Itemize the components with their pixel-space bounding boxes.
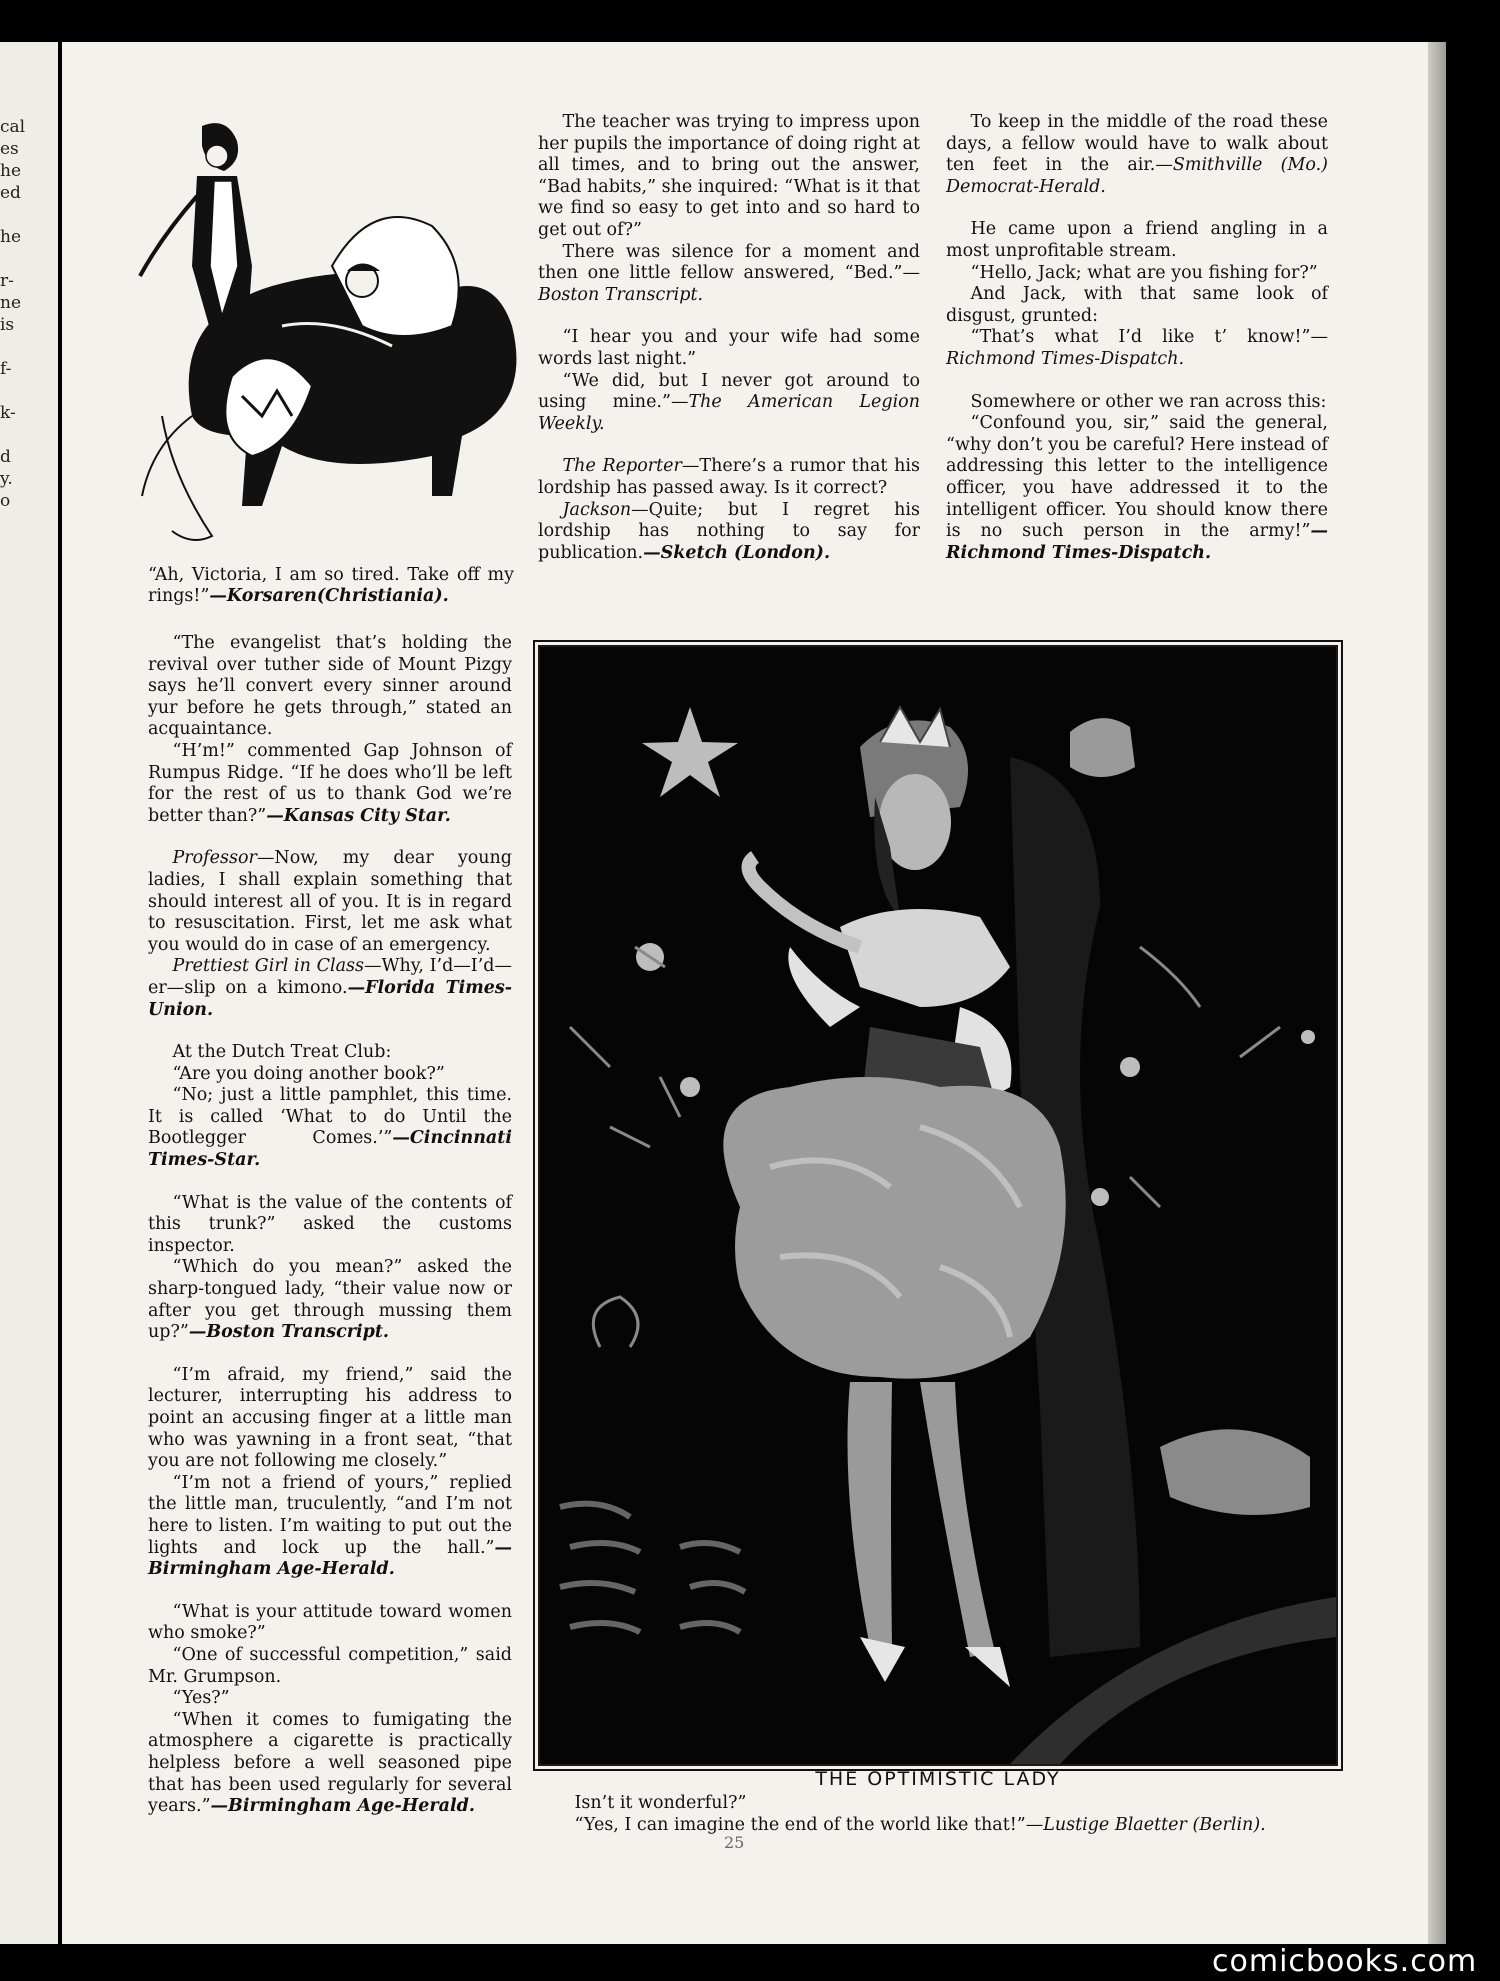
joke-text: “Confound you, sir,” said the general, “why don’t you be careful? Here instead of addressing this letter to the intelligence officer, you have addressed it to the intelligent officer. You should know there is no such person in the army!” <box>946 413 1328 542</box>
edge-fragment: o <box>0 491 11 511</box>
joke-paragraph <box>148 1193 512 1258</box>
joke-source: —Richmond Times-Dispatch. <box>946 521 1328 563</box>
joke-paragraph <box>946 392 1328 414</box>
joke-text: Somewhere or other we ran across this: <box>970 391 1327 412</box>
optimistic-lady-illustration <box>538 645 1338 1766</box>
edge-fragment: ed <box>0 183 21 203</box>
joke-paragraph <box>148 1257 512 1343</box>
previous-page-edge <box>0 42 58 1944</box>
joke-text: “I’m not a friend of yours,” replied the little man, truculently, “and I’m not here to listen. I’m waiting to put out the lights and lock up the hall.” <box>148 1472 512 1558</box>
joke-source: —Birmingham Age-Herald. <box>210 1796 475 1817</box>
joke-text: The teacher was trying to impress upon her pupils the importance of doing right at all times, and to bring out the answer, “Bad habits,” she inquired: “What is it that we find so easy to get into and so hard to get out of?” <box>538 112 920 240</box>
joke-source: —Smithville (Mo.) Democrat-Herald. <box>946 155 1328 197</box>
joke-paragraph <box>148 1064 512 1086</box>
joke-paragraph <box>148 1085 512 1171</box>
joke-source: —Richmond Times-Dispatch. <box>946 327 1328 369</box>
joke-paragraph <box>538 242 920 307</box>
watermark: comicbooks.com <box>1212 1944 1478 1979</box>
right-column <box>946 112 1328 564</box>
cartoon-caption <box>148 565 514 607</box>
fireworks-lady-artwork <box>540 647 1336 1764</box>
joke-source: —Florida Times-Union. <box>148 977 513 1020</box>
joke-paragraph <box>148 848 512 956</box>
joke-text: —Quite; but I regret his lordship has nothing to say for publication. <box>538 499 920 563</box>
joke-paragraph <box>148 1645 512 1688</box>
edge-fragment: cal <box>0 117 26 137</box>
joke-text: “Which do you mean?” asked the sharp-tongued lady, “their value now or after you get through mussing them up?” <box>148 1257 512 1343</box>
edge-fragment: k- <box>0 403 16 423</box>
joke-source: —Boston Transcript. <box>538 263 920 305</box>
joke-text: “Hello, Jack; what are you fishing for?” <box>970 262 1318 283</box>
edge-fragment: r- <box>0 271 14 291</box>
joke-source: —The American Legion Weekly. <box>538 392 920 434</box>
joke-paragraph <box>148 1710 512 1818</box>
joke-paragraph <box>538 112 920 242</box>
joke-text: —Now, my dear young ladies, I shall explain something that should interest all of you. It is in regard to resuscitation. First, let me ask what you would do in case of an emergency. <box>148 848 512 955</box>
joke-paragraph <box>148 633 512 741</box>
joke-text: “The evangelist that’s holding the revival over tuther side of Mount Pizgy says he’ll convert every sinner around yur before he gets through,” stated an acquaintance. <box>148 633 512 740</box>
joke-paragraph <box>148 741 512 827</box>
edge-fragment: d <box>0 447 11 467</box>
joke-paragraph <box>148 1602 512 1645</box>
left-column <box>148 633 512 1818</box>
joke-text: He came upon a friend angling in a most unprofitable stream. <box>946 219 1328 261</box>
joke-paragraph <box>148 1365 512 1473</box>
joke-text: “What is the value of the contents of this trunk?” asked the customs inspector. <box>148 1192 512 1256</box>
joke-text: “I’m afraid, my friend,” said the lecturer, interrupting his address to point an accusing finger at a little man who was yawning in a front seat, “that you are not following me closely.” <box>148 1364 512 1472</box>
page-number: 25 <box>724 1833 745 1852</box>
cartoon-caption-text: “Ah, Victoria, I am so tired. Take off my rings!” <box>148 565 514 606</box>
joke-text: “We did, but I never got around to using mine.” <box>538 370 920 413</box>
cartoon-illustration <box>132 116 532 556</box>
joke-text: “One of successful competition,” said Mr. Grumpson. <box>148 1644 512 1687</box>
tired-lady-cartoon <box>132 116 532 556</box>
joke-paragraph <box>946 219 1328 262</box>
caption-line <box>536 1815 1336 1837</box>
joke-text: “No; just a little pamphlet, this time. It is called ‘What to do Until the Bootlegger Comes.’” <box>148 1085 512 1149</box>
illustration-source: —Lustige Blaetter (Berlin). <box>1025 1814 1266 1835</box>
joke-paragraph <box>538 500 920 565</box>
joke-paragraph <box>148 1688 512 1710</box>
joke-text: “I hear you and your wife had some words last night.” <box>538 327 920 369</box>
caption-text: “Yes, I can imagine the end of the world like that!” <box>574 1814 1026 1835</box>
edge-fragment: is <box>0 315 15 335</box>
joke-paragraph <box>946 327 1328 370</box>
joke-paragraph <box>148 956 512 1021</box>
joke-paragraph <box>946 284 1328 327</box>
joke-text: There was silence for a moment and then one little fellow answered, “Bed.” <box>538 241 920 284</box>
cartoon-source: —Korsaren(Christiania). <box>209 586 449 606</box>
joke-source: —Birmingham Age-Herald. <box>148 1537 512 1580</box>
speaker-label: Prettiest Girl in Class <box>172 956 365 977</box>
joke-paragraph <box>538 371 920 436</box>
edge-fragment: ne <box>0 293 22 313</box>
joke-source: —Boston Transcript. <box>188 1322 390 1343</box>
page-binding-edge <box>1428 42 1446 1944</box>
joke-paragraph <box>538 327 920 370</box>
joke-source: —Kansas City Star. <box>266 805 451 826</box>
joke-text: “H’m!” commented Gap Johnson of Rumpus Ridge. “If he does who’ll be left for the rest of us to thank God we’re better than?” <box>148 740 512 826</box>
caption-line <box>536 1793 1336 1815</box>
speaker-label: The Reporter <box>562 456 682 477</box>
joke-text: —There’s a rumor that his lordship has passed away. Is it correct? <box>538 456 920 498</box>
joke-text: To keep in the middle of the road these days, a fellow would have to walk about ten feet in the air. <box>946 112 1328 176</box>
joke-text: At the Dutch Treat Club: <box>172 1042 392 1063</box>
joke-paragraph <box>946 413 1328 564</box>
joke-source: —Cincinnati Times-Star. <box>148 1128 512 1171</box>
joke-text: —Why, I’d—I’d—er—slip on a kimono. <box>148 956 512 998</box>
joke-text: “What is your attitude toward women who smoke?” <box>148 1601 512 1644</box>
joke-paragraph <box>946 112 1328 198</box>
joke-paragraph <box>946 263 1328 285</box>
joke-text: “When it comes to fumigating the atmosphere a cigarette is practically helpless before a well seasoned pipe that has been used regularly for several years.” <box>148 1709 512 1817</box>
joke-text: “Yes?” <box>172 1688 230 1709</box>
joke-paragraph <box>538 456 920 499</box>
illustration-title: THE OPTIMISTIC LADY <box>815 1768 1061 1790</box>
speaker-label: Professor <box>172 848 257 869</box>
middle-column <box>538 112 920 564</box>
joke-paragraph <box>148 1473 512 1581</box>
edge-fragment: he <box>0 227 22 247</box>
joke-paragraph <box>148 1042 512 1064</box>
illustration-caption <box>536 1793 1336 1836</box>
edge-fragment: es <box>0 139 19 159</box>
joke-text: “That’s what I’d like t’ know!” <box>970 327 1311 348</box>
edge-fragment: y. <box>0 469 13 489</box>
caption-text: Isn’t it wonderful?” <box>574 1793 747 1813</box>
edge-fragment: he <box>0 161 22 181</box>
edge-fragment: f- <box>0 359 12 379</box>
speaker-label: Jackson <box>562 499 632 520</box>
joke-text: “Are you doing another book?” <box>172 1063 445 1084</box>
joke-text: And Jack, with that same look of disgust, grunted: <box>946 284 1328 326</box>
joke-source: —Sketch (London). <box>643 542 831 563</box>
